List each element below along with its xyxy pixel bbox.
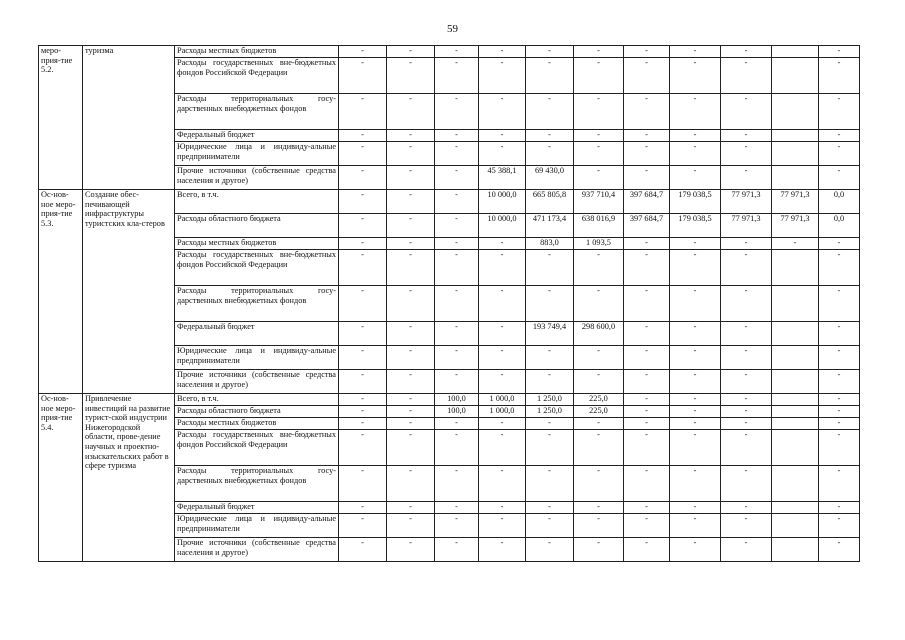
value-cell: 179 038,5 bbox=[670, 214, 721, 238]
value-cell: - bbox=[574, 142, 624, 166]
value-cell: - bbox=[819, 346, 860, 370]
value-cell: - bbox=[624, 322, 670, 346]
value-cell: - bbox=[670, 250, 721, 286]
value-cell: - bbox=[624, 430, 670, 466]
value-cell bbox=[772, 430, 819, 466]
value-cell: - bbox=[339, 394, 387, 406]
value-cell: - bbox=[670, 406, 721, 418]
value-cell: - bbox=[435, 466, 479, 502]
value-cell: 225,0 bbox=[574, 406, 624, 418]
value-cell: - bbox=[435, 238, 479, 250]
value-cell: - bbox=[479, 514, 526, 538]
value-cell: - bbox=[526, 58, 574, 94]
value-cell: - bbox=[624, 346, 670, 370]
value-cell: 883,0 bbox=[526, 238, 574, 250]
value-cell: - bbox=[339, 250, 387, 286]
value-cell: - bbox=[624, 514, 670, 538]
value-cell: - bbox=[526, 286, 574, 322]
value-cell bbox=[772, 142, 819, 166]
value-cell bbox=[772, 370, 819, 394]
value-cell: - bbox=[670, 94, 721, 130]
value-cell: 0,0 bbox=[819, 190, 860, 214]
value-cell: - bbox=[387, 142, 435, 166]
funding-source-cell: Федеральный бюджет bbox=[175, 322, 339, 346]
value-cell: - bbox=[670, 130, 721, 142]
value-cell: - bbox=[574, 286, 624, 322]
value-cell: - bbox=[819, 142, 860, 166]
value-cell: - bbox=[670, 46, 721, 58]
value-cell: - bbox=[624, 46, 670, 58]
value-cell: - bbox=[624, 238, 670, 250]
value-cell bbox=[772, 286, 819, 322]
value-cell: - bbox=[721, 58, 772, 94]
value-cell: - bbox=[819, 58, 860, 94]
value-cell: 1 250,0 bbox=[526, 394, 574, 406]
event-name-cell: Создание обес-печивающей инфраструктуры туристских кла-стеров bbox=[83, 190, 175, 394]
value-cell: 77 971,3 bbox=[772, 214, 819, 238]
value-cell: - bbox=[387, 370, 435, 394]
value-cell: - bbox=[574, 538, 624, 562]
value-cell: - bbox=[339, 214, 387, 238]
value-cell bbox=[772, 466, 819, 502]
event-name-cell: Привлечение инвестиций на развитие турист-ской индустрии Нижегородской области, прове-дение научных и проектно-изыскательских работ в сфере туризма bbox=[83, 394, 175, 562]
value-cell: - bbox=[819, 418, 860, 430]
value-cell: 10 000,0 bbox=[479, 214, 526, 238]
value-cell: - bbox=[670, 322, 721, 346]
value-cell: - bbox=[670, 238, 721, 250]
value-cell: - bbox=[721, 250, 772, 286]
value-cell: - bbox=[670, 166, 721, 190]
value-cell: - bbox=[819, 166, 860, 190]
funding-source-cell: Расходы государственных вне-бюджетных фондов Российской Федерации bbox=[175, 250, 339, 286]
value-cell: - bbox=[624, 130, 670, 142]
value-cell: - bbox=[574, 418, 624, 430]
value-cell: - bbox=[624, 286, 670, 322]
value-cell: - bbox=[387, 190, 435, 214]
value-cell: - bbox=[670, 538, 721, 562]
value-cell: - bbox=[721, 238, 772, 250]
value-cell: - bbox=[819, 466, 860, 502]
value-cell: 77 971,3 bbox=[772, 190, 819, 214]
value-cell: - bbox=[435, 514, 479, 538]
value-cell: - bbox=[387, 58, 435, 94]
table-row bbox=[39, 46, 860, 58]
value-cell: - bbox=[772, 238, 819, 250]
value-cell bbox=[772, 514, 819, 538]
value-cell: - bbox=[624, 394, 670, 406]
funding-source-cell: Расходы местных бюджетов bbox=[175, 46, 339, 58]
value-cell: - bbox=[479, 130, 526, 142]
value-cell: - bbox=[339, 238, 387, 250]
value-cell bbox=[772, 346, 819, 370]
value-cell bbox=[772, 502, 819, 514]
funding-source-cell: Расходы областного бюджета bbox=[175, 214, 339, 238]
value-cell: - bbox=[339, 286, 387, 322]
value-cell bbox=[772, 538, 819, 562]
value-cell: 937 710,4 bbox=[574, 190, 624, 214]
value-cell: - bbox=[819, 538, 860, 562]
funding-source-cell: Расходы местных бюджетов bbox=[175, 238, 339, 250]
page-number: 59 bbox=[447, 23, 458, 35]
value-cell: - bbox=[670, 58, 721, 94]
value-cell: - bbox=[526, 130, 574, 142]
value-cell: - bbox=[721, 502, 772, 514]
value-cell: - bbox=[387, 238, 435, 250]
value-cell: - bbox=[670, 370, 721, 394]
value-cell: - bbox=[574, 514, 624, 538]
value-cell: - bbox=[435, 94, 479, 130]
value-cell: - bbox=[387, 94, 435, 130]
value-cell: - bbox=[819, 238, 860, 250]
value-cell: - bbox=[574, 430, 624, 466]
value-cell bbox=[772, 166, 819, 190]
value-cell: - bbox=[339, 466, 387, 502]
value-cell: 665 805,8 bbox=[526, 190, 574, 214]
value-cell: - bbox=[624, 58, 670, 94]
value-cell: - bbox=[387, 514, 435, 538]
value-cell: - bbox=[574, 250, 624, 286]
value-cell: - bbox=[670, 430, 721, 466]
value-cell: - bbox=[435, 46, 479, 58]
value-cell: - bbox=[574, 94, 624, 130]
funding-source-cell: Расходы территориальных госу-дарственных внебюджетных фондов bbox=[175, 466, 339, 502]
value-cell: 77 971,3 bbox=[721, 190, 772, 214]
value-cell: 1 000,0 bbox=[479, 406, 526, 418]
value-cell: - bbox=[435, 502, 479, 514]
value-cell: - bbox=[435, 130, 479, 142]
value-cell: - bbox=[435, 370, 479, 394]
funding-source-cell: Всего, в т.ч. bbox=[175, 190, 339, 214]
value-cell: - bbox=[624, 502, 670, 514]
value-cell: - bbox=[387, 406, 435, 418]
value-cell: - bbox=[339, 46, 387, 58]
value-cell: - bbox=[479, 502, 526, 514]
value-cell: - bbox=[721, 166, 772, 190]
value-cell: - bbox=[387, 130, 435, 142]
value-cell: 100,0 bbox=[435, 394, 479, 406]
value-cell: - bbox=[624, 94, 670, 130]
value-cell: - bbox=[339, 538, 387, 562]
value-cell: - bbox=[721, 46, 772, 58]
budget-table bbox=[38, 45, 860, 562]
value-cell: - bbox=[339, 322, 387, 346]
value-cell: - bbox=[819, 46, 860, 58]
value-cell: - bbox=[819, 406, 860, 418]
value-cell bbox=[772, 418, 819, 430]
value-cell: - bbox=[670, 502, 721, 514]
value-cell: - bbox=[670, 286, 721, 322]
value-cell: - bbox=[435, 538, 479, 562]
value-cell: - bbox=[479, 466, 526, 502]
funding-source-cell: Прочие источники (собственные средства населения и другое) bbox=[175, 538, 339, 562]
funding-source-cell: Юридические лица и индивиду-альные предприниматели bbox=[175, 346, 339, 370]
value-cell: 225,0 bbox=[574, 394, 624, 406]
value-cell: - bbox=[819, 130, 860, 142]
value-cell: - bbox=[721, 538, 772, 562]
value-cell: - bbox=[387, 322, 435, 346]
value-cell bbox=[772, 58, 819, 94]
value-cell: - bbox=[526, 370, 574, 394]
value-cell: 1 093,5 bbox=[574, 238, 624, 250]
value-cell: - bbox=[479, 322, 526, 346]
value-cell: 77 971,3 bbox=[721, 214, 772, 238]
event-number-cell: Ос-нов-ное меро-прия-тие 5.4. bbox=[39, 394, 83, 562]
value-cell bbox=[772, 394, 819, 406]
value-cell: - bbox=[479, 418, 526, 430]
funding-source-cell: Расходы территориальных госу-дарственных внебюджетных фондов bbox=[175, 286, 339, 322]
value-cell: - bbox=[479, 142, 526, 166]
event-number-cell: меро-прия-тие 5.2. bbox=[39, 46, 83, 190]
value-cell: - bbox=[479, 238, 526, 250]
value-cell: - bbox=[819, 502, 860, 514]
value-cell: - bbox=[339, 130, 387, 142]
value-cell: - bbox=[387, 418, 435, 430]
value-cell: - bbox=[574, 466, 624, 502]
value-cell: - bbox=[624, 250, 670, 286]
value-cell: - bbox=[387, 394, 435, 406]
value-cell: - bbox=[339, 190, 387, 214]
value-cell: - bbox=[387, 46, 435, 58]
value-cell: - bbox=[435, 430, 479, 466]
value-cell: - bbox=[526, 514, 574, 538]
value-cell: - bbox=[526, 346, 574, 370]
value-cell: 397 684,7 bbox=[624, 214, 670, 238]
value-cell: - bbox=[574, 46, 624, 58]
value-cell: - bbox=[526, 502, 574, 514]
value-cell: - bbox=[387, 502, 435, 514]
value-cell: - bbox=[624, 406, 670, 418]
value-cell: - bbox=[339, 502, 387, 514]
value-cell: - bbox=[435, 418, 479, 430]
event-name-cell: туризма bbox=[83, 46, 175, 190]
value-cell: - bbox=[339, 58, 387, 94]
value-cell: - bbox=[721, 514, 772, 538]
value-cell: - bbox=[387, 538, 435, 562]
value-cell: - bbox=[526, 250, 574, 286]
value-cell: - bbox=[574, 166, 624, 190]
value-cell: - bbox=[479, 538, 526, 562]
value-cell: - bbox=[387, 466, 435, 502]
value-cell: - bbox=[526, 418, 574, 430]
value-cell: - bbox=[624, 142, 670, 166]
value-cell: - bbox=[624, 466, 670, 502]
value-cell: - bbox=[574, 58, 624, 94]
funding-source-cell: Расходы местных бюджетов bbox=[175, 418, 339, 430]
funding-source-cell: Расходы государственных вне-бюджетных фондов Российской Федерации bbox=[175, 430, 339, 466]
funding-source-cell: Прочие источники (собственные средства населения и другое) bbox=[175, 166, 339, 190]
value-cell bbox=[772, 46, 819, 58]
value-cell: - bbox=[435, 190, 479, 214]
value-cell: - bbox=[526, 538, 574, 562]
value-cell: - bbox=[526, 142, 574, 166]
value-cell: - bbox=[574, 346, 624, 370]
value-cell: - bbox=[624, 370, 670, 394]
value-cell: - bbox=[435, 250, 479, 286]
table-row bbox=[39, 394, 860, 406]
value-cell: - bbox=[339, 430, 387, 466]
value-cell: - bbox=[479, 370, 526, 394]
value-cell: - bbox=[819, 370, 860, 394]
value-cell: 193 749,4 bbox=[526, 322, 574, 346]
value-cell: - bbox=[479, 286, 526, 322]
value-cell: - bbox=[670, 466, 721, 502]
value-cell bbox=[772, 250, 819, 286]
value-cell: - bbox=[624, 418, 670, 430]
value-cell: - bbox=[435, 286, 479, 322]
value-cell: - bbox=[339, 346, 387, 370]
value-cell: - bbox=[819, 322, 860, 346]
value-cell: - bbox=[721, 286, 772, 322]
value-cell: 69 430,0 bbox=[526, 166, 574, 190]
value-cell: - bbox=[479, 46, 526, 58]
funding-source-cell: Прочие источники (собственные средства населения и другое) bbox=[175, 370, 339, 394]
value-cell: - bbox=[819, 430, 860, 466]
value-cell: - bbox=[574, 502, 624, 514]
value-cell: - bbox=[721, 94, 772, 130]
funding-source-cell: Юридические лица и индивиду-альные предприниматели bbox=[175, 142, 339, 166]
value-cell: - bbox=[721, 466, 772, 502]
funding-source-cell: Расходы областного бюджета bbox=[175, 406, 339, 418]
value-cell bbox=[772, 130, 819, 142]
value-cell: - bbox=[721, 346, 772, 370]
value-cell: - bbox=[819, 94, 860, 130]
event-number-cell: Ос-нов-ное меро-прия-тие 5.3. bbox=[39, 190, 83, 394]
value-cell: - bbox=[387, 286, 435, 322]
value-cell: - bbox=[435, 214, 479, 238]
value-cell: - bbox=[526, 94, 574, 130]
value-cell: - bbox=[339, 94, 387, 130]
value-cell: - bbox=[435, 322, 479, 346]
value-cell: - bbox=[339, 418, 387, 430]
value-cell: - bbox=[526, 466, 574, 502]
value-cell: 45 388,1 bbox=[479, 166, 526, 190]
value-cell: - bbox=[435, 142, 479, 166]
value-cell: - bbox=[574, 130, 624, 142]
funding-source-cell: Расходы государственных вне-бюджетных фондов Российской Федерации bbox=[175, 58, 339, 94]
value-cell: - bbox=[721, 322, 772, 346]
value-cell: - bbox=[339, 370, 387, 394]
value-cell: - bbox=[339, 166, 387, 190]
value-cell: - bbox=[574, 370, 624, 394]
value-cell: - bbox=[387, 214, 435, 238]
funding-source-cell: Всего, в т.ч. bbox=[175, 394, 339, 406]
value-cell: - bbox=[819, 286, 860, 322]
value-cell: - bbox=[819, 514, 860, 538]
value-cell: - bbox=[721, 370, 772, 394]
value-cell: 1 000,0 bbox=[479, 394, 526, 406]
value-cell: - bbox=[624, 166, 670, 190]
value-cell: - bbox=[721, 418, 772, 430]
value-cell: - bbox=[387, 250, 435, 286]
value-cell: - bbox=[624, 538, 670, 562]
value-cell: - bbox=[435, 58, 479, 94]
value-cell: - bbox=[670, 514, 721, 538]
funding-source-cell: Федеральный бюджет bbox=[175, 130, 339, 142]
value-cell: 638 016,9 bbox=[574, 214, 624, 238]
value-cell: - bbox=[339, 514, 387, 538]
value-cell bbox=[772, 406, 819, 418]
value-cell: 179 038,5 bbox=[670, 190, 721, 214]
value-cell: - bbox=[479, 346, 526, 370]
value-cell: - bbox=[670, 394, 721, 406]
value-cell: - bbox=[435, 346, 479, 370]
value-cell: 1 250,0 bbox=[526, 406, 574, 418]
value-cell: 100,0 bbox=[435, 406, 479, 418]
value-cell: - bbox=[819, 394, 860, 406]
value-cell: - bbox=[721, 130, 772, 142]
value-cell: - bbox=[387, 346, 435, 370]
value-cell: - bbox=[435, 166, 479, 190]
value-cell: - bbox=[670, 418, 721, 430]
funding-source-cell: Юридические лица и индивиду-альные предприниматели bbox=[175, 514, 339, 538]
value-cell bbox=[772, 322, 819, 346]
value-cell: 471 173,4 bbox=[526, 214, 574, 238]
value-cell: 397 684,7 bbox=[624, 190, 670, 214]
value-cell: - bbox=[479, 58, 526, 94]
value-cell bbox=[772, 94, 819, 130]
value-cell: - bbox=[479, 94, 526, 130]
value-cell: - bbox=[721, 394, 772, 406]
value-cell: - bbox=[721, 406, 772, 418]
value-cell: - bbox=[721, 430, 772, 466]
value-cell: - bbox=[670, 346, 721, 370]
funding-source-cell: Расходы территориальных госу-дарственных внебюджетных фондов bbox=[175, 94, 339, 130]
funding-source-cell: Федеральный бюджет bbox=[175, 502, 339, 514]
value-cell: 10 000,0 bbox=[479, 190, 526, 214]
value-cell: - bbox=[819, 250, 860, 286]
value-cell: - bbox=[526, 430, 574, 466]
value-cell: 298 600,0 bbox=[574, 322, 624, 346]
table-row bbox=[39, 190, 860, 214]
value-cell: - bbox=[670, 142, 721, 166]
value-cell: - bbox=[339, 142, 387, 166]
value-cell: 0,0 bbox=[819, 214, 860, 238]
value-cell: - bbox=[479, 250, 526, 286]
value-cell: - bbox=[526, 46, 574, 58]
value-cell: - bbox=[721, 142, 772, 166]
value-cell: - bbox=[387, 166, 435, 190]
value-cell: - bbox=[387, 430, 435, 466]
value-cell: - bbox=[479, 430, 526, 466]
value-cell: - bbox=[339, 406, 387, 418]
